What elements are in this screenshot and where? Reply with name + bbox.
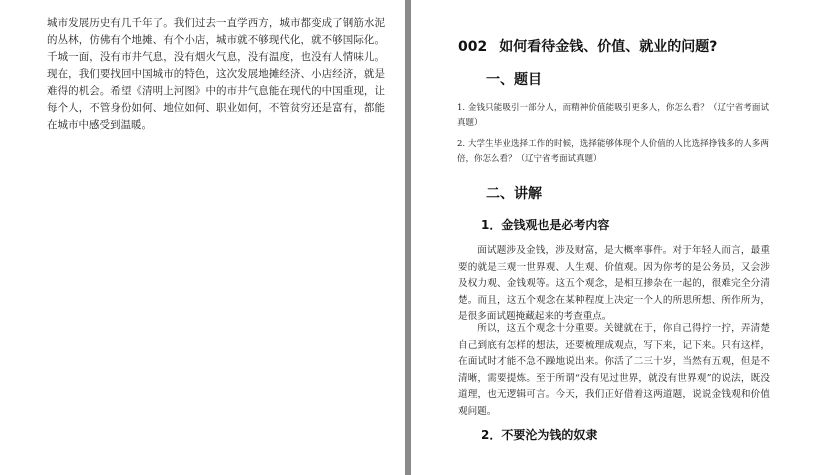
heading-topic: 一、题目 bbox=[486, 72, 542, 88]
subheading-1: 1．金钱观也是必考内容 bbox=[481, 218, 610, 232]
section-heading bbox=[458, 36, 717, 56]
question-1: 1. 金钱只能吸引一部分人，而精神价值能吸引更多人，你怎么看？（辽宁省考面试真题） bbox=[457, 103, 769, 128]
section-title: 如何看待金钱、价值、就业的问题? bbox=[499, 39, 718, 55]
left-page-paragraph: 城市发展历史有几千年了。我们过去一直学西方，城市都变成了钢筋水泥的丛林，仿佛有个地摊、有个小店，城市就不够现代化，就不够国际化。千城一面，没有市井气息，没有烟火气息，没有温度，也没有人情味儿。现在，我们要找回中国城市的特色，这次发展地摊经济、小店经济，就是难得的机会。希望《清明上河图》中的市井气息能在现代的中国重现，让每个人，不管身份如何、地位如何、职业如何，不管贫穷还是富有，都能在城市中感受到温暖。 bbox=[47, 17, 385, 131]
body-paragraph-2: 所以，这五个观念十分重要。关键就在于，你自己得拧一拧，弄清楚自己到底有怎样的想法，还要梳理成观点，写下来，记下来。只有这样，在面试时才能不急不躁地说出来。你活了二三十岁，当然有五观，但是不清晰，需要提炼。至于所谓“没有见过世界，就没有世界观”的说法，既没道理，也无逻辑可言。今天，我们正好借着这两道题，说说金钱观和价值观问题。 bbox=[458, 323, 770, 417]
question-2: 2. 大学生毕业选择工作的时候，选择能够体现个人价值的人比选择挣钱多的人多两倍，你怎么看？（辽宁省考面试真题） bbox=[457, 139, 769, 164]
body-paragraph-1: 面试题涉及金钱，涉及财富，是大概率事件。对于年轻人而言，最重要的就是三观一世界观、人生观、价值观。因为你考的是公务员，又会涉及权力观、金钱观等。这五个观念，是相互掺杂在一起的，很难完全分清楚。而且，这五个观念在某种程度上决定一个人的所思所想、所作所为，是很多面试题掩藏起来的考查重点。 bbox=[458, 245, 770, 322]
heading-explain: 二、讲解 bbox=[486, 186, 542, 202]
section-number: 002 bbox=[458, 39, 488, 55]
left-page bbox=[0, 0, 405, 475]
subheading-2: 2．不要沦为钱的奴隶 bbox=[481, 428, 598, 442]
right-page bbox=[411, 0, 817, 475]
